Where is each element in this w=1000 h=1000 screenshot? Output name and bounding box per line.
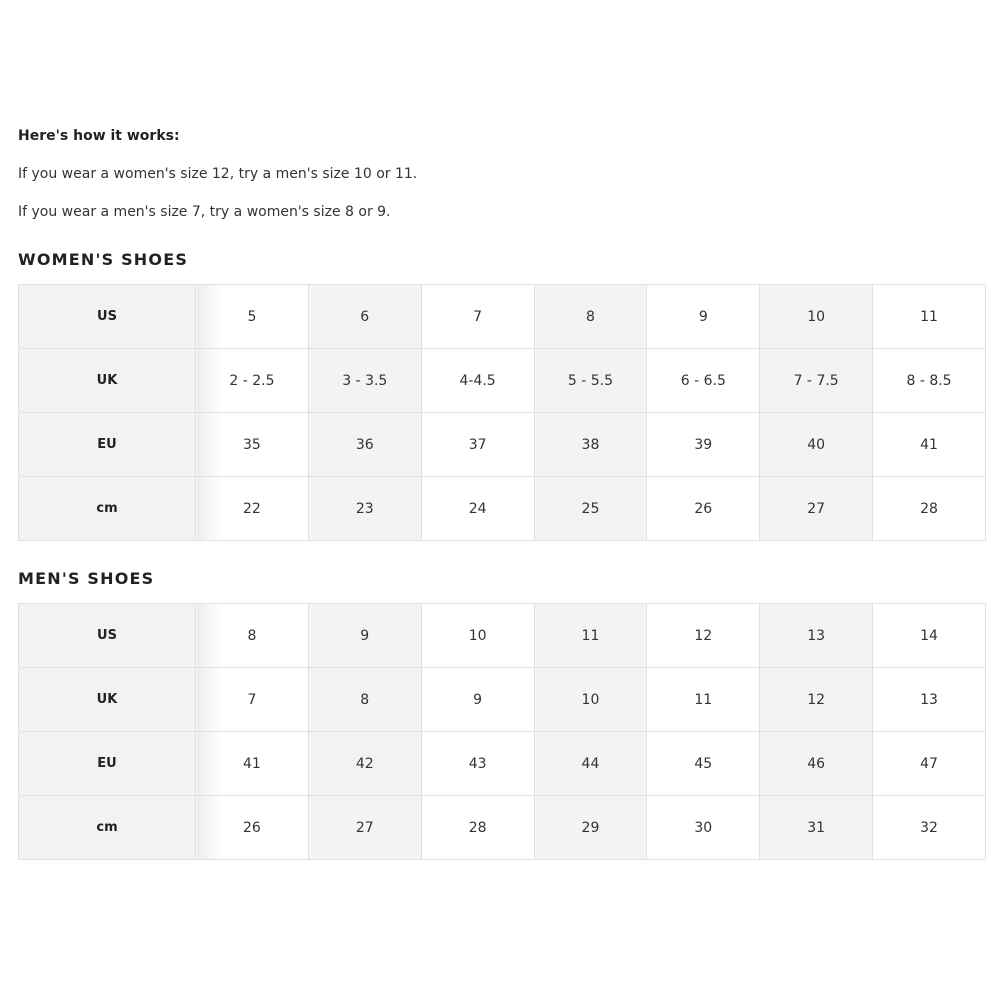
size-cell: 29 <box>534 796 647 860</box>
size-cell: 5 <box>196 285 309 349</box>
size-cell: 7 - 7.5 <box>760 349 873 413</box>
size-cell: 24 <box>421 477 534 541</box>
intro-heading: Here's how it works: <box>18 128 180 144</box>
row-label: cm <box>19 477 196 541</box>
size-cell: 8 - 8.5 <box>873 349 986 413</box>
size-cell: 2 - 2.5 <box>196 349 309 413</box>
size-cell: 30 <box>647 796 760 860</box>
row-label: EU <box>19 413 196 477</box>
size-cell: 4-4.5 <box>421 349 534 413</box>
size-cell: 41 <box>873 413 986 477</box>
size-cell: 23 <box>308 477 421 541</box>
size-cell: 40 <box>760 413 873 477</box>
size-cell: 10 <box>534 668 647 732</box>
size-cell: 9 <box>421 668 534 732</box>
size-cell: 5 - 5.5 <box>534 349 647 413</box>
size-cell: 38 <box>534 413 647 477</box>
size-cell: 45 <box>647 732 760 796</box>
size-cell: 22 <box>196 477 309 541</box>
row-label: US <box>19 285 196 349</box>
size-cell: 9 <box>647 285 760 349</box>
size-cell: 8 <box>308 668 421 732</box>
size-cell: 7 <box>196 668 309 732</box>
mens-size-table-body <box>19 604 986 860</box>
size-cell: 14 <box>873 604 986 668</box>
row-label: UK <box>19 668 196 732</box>
table-row-uk <box>19 668 986 732</box>
size-cell: 42 <box>308 732 421 796</box>
size-cell: 41 <box>196 732 309 796</box>
size-cell: 6 <box>308 285 421 349</box>
row-label: US <box>19 604 196 668</box>
size-cell: 12 <box>647 604 760 668</box>
table-row-us <box>19 604 986 668</box>
row-label: cm <box>19 796 196 860</box>
size-cell: 13 <box>873 668 986 732</box>
size-cell: 10 <box>760 285 873 349</box>
size-cell: 25 <box>534 477 647 541</box>
table-row-us <box>19 285 986 349</box>
size-cell: 26 <box>196 796 309 860</box>
size-cell: 27 <box>308 796 421 860</box>
size-cell: 31 <box>760 796 873 860</box>
size-cell: 7 <box>421 285 534 349</box>
size-cell: 12 <box>760 668 873 732</box>
row-label: UK <box>19 349 196 413</box>
size-cell: 11 <box>873 285 986 349</box>
size-cell: 6 - 6.5 <box>647 349 760 413</box>
intro-line-mens-to-womens: If you wear a men's size 7, try a women's size 8 or 9. <box>18 204 391 220</box>
table-row-eu <box>19 413 986 477</box>
mens-size-table <box>18 603 986 860</box>
size-cell: 28 <box>421 796 534 860</box>
mens-section-title: MEN'S SHOES <box>18 569 155 588</box>
size-cell: 8 <box>196 604 309 668</box>
size-cell: 43 <box>421 732 534 796</box>
size-cell: 11 <box>647 668 760 732</box>
size-cell: 3 - 3.5 <box>308 349 421 413</box>
table-row-cm <box>19 477 986 541</box>
size-cell: 39 <box>647 413 760 477</box>
womens-size-table <box>18 284 986 541</box>
size-cell: 10 <box>421 604 534 668</box>
size-cell: 26 <box>647 477 760 541</box>
row-label: EU <box>19 732 196 796</box>
size-cell: 44 <box>534 732 647 796</box>
intro-line-womens-to-mens: If you wear a women's size 12, try a men's size 10 or 11. <box>18 166 418 182</box>
size-cell: 9 <box>308 604 421 668</box>
size-cell: 36 <box>308 413 421 477</box>
size-cell: 11 <box>534 604 647 668</box>
womens-size-table-body <box>19 285 986 541</box>
size-cell: 13 <box>760 604 873 668</box>
size-cell: 27 <box>760 477 873 541</box>
table-row-eu <box>19 732 986 796</box>
size-cell: 28 <box>873 477 986 541</box>
size-cell: 37 <box>421 413 534 477</box>
table-row-uk <box>19 349 986 413</box>
womens-section-title: WOMEN'S SHOES <box>18 250 189 269</box>
size-cell: 8 <box>534 285 647 349</box>
size-cell: 32 <box>873 796 986 860</box>
table-row-cm <box>19 796 986 860</box>
size-cell: 46 <box>760 732 873 796</box>
size-cell: 47 <box>873 732 986 796</box>
size-cell: 35 <box>196 413 309 477</box>
